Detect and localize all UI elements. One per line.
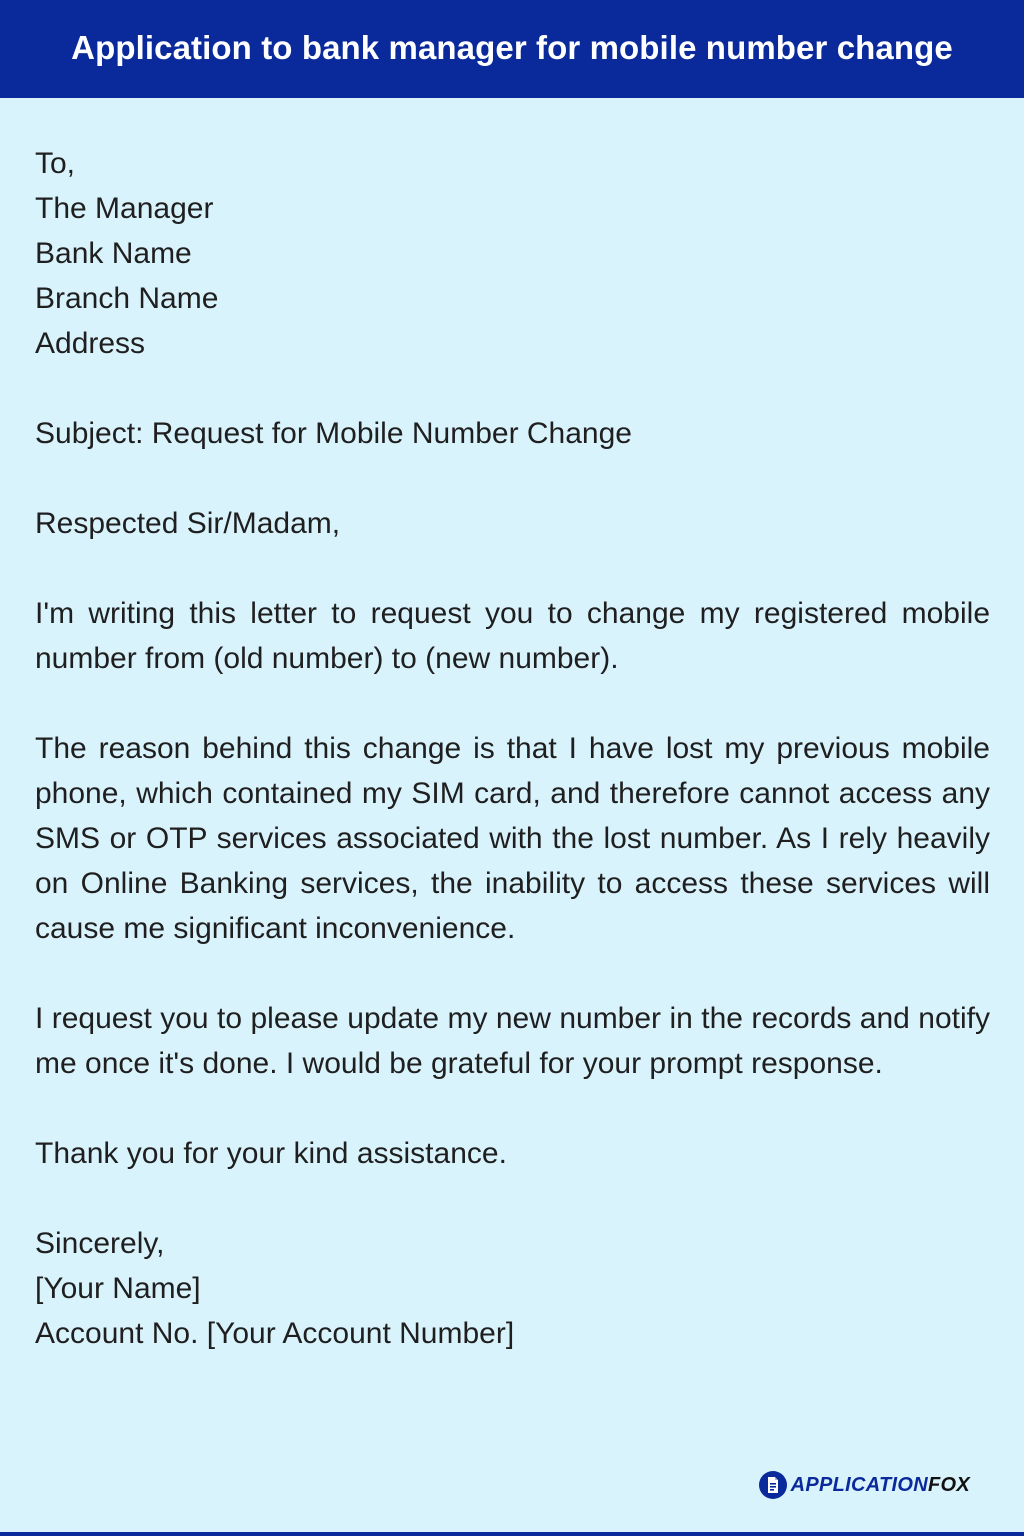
page-title: Application to bank manager for mobile number change — [71, 29, 953, 66]
letter-thanks: Thank you for your kind assistance. — [35, 1137, 507, 1170]
document-icon — [759, 1471, 787, 1499]
footer-bar — [0, 1532, 1024, 1536]
brand-name-part1: APPLICATION — [790, 1473, 928, 1496]
address-line: Branch Name — [35, 282, 219, 315]
letter-paragraph-request: I'm writing this letter to request you to change my registered mobile number from (old number) to (new number). — [35, 597, 990, 675]
address-line: The Manager — [35, 192, 214, 225]
recipient-address — [35, 141, 990, 366]
letter-account-number: Account No. [Your Account Number] — [35, 1317, 515, 1350]
header-banner — [0, 0, 1024, 98]
letter-body — [35, 141, 990, 1356]
letter-closing: Sincerely, — [35, 1227, 165, 1260]
brand-name — [791, 1474, 970, 1497]
brand-name-part2: FOX — [927, 1473, 970, 1496]
brand-logo — [759, 1468, 970, 1502]
address-line: To, — [35, 147, 76, 180]
letter-paragraph-reason: The reason behind this change is that I have lost my previous mobile phone, which contained my SIM card, and therefore cannot access any SMS or OTP services associated with the lost number. As I rely heavily on Online Banking services, the inability to access these services will cause me significant inconvenience. — [35, 732, 990, 945]
address-line: Bank Name — [35, 237, 192, 270]
address-line: Address — [35, 327, 146, 360]
letter-paragraph-update: I request you to please update my new number in the records and notify me once it's done. I would be grateful for your prompt response. — [35, 1002, 990, 1080]
letter-subject: Subject: Request for Mobile Number Change — [35, 417, 632, 450]
letter-sender-name: [Your Name] — [35, 1272, 201, 1305]
letter-salutation: Respected Sir/Madam, — [35, 507, 341, 540]
